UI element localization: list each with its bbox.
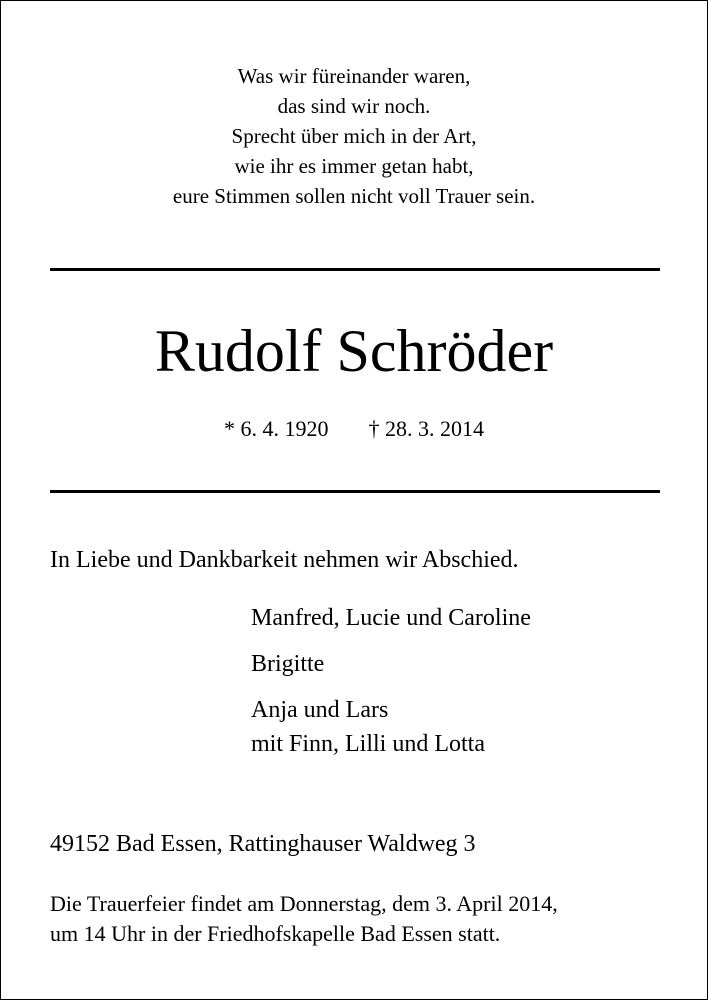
mourner-line: mit Finn, Lilli und Lotta xyxy=(251,731,485,757)
mourner-line: Brigitte xyxy=(251,651,325,677)
poem-line: das sind wir noch. xyxy=(277,94,431,118)
funeral-service-info xyxy=(50,889,558,949)
poem-line: Sprecht über mich in der Art, xyxy=(231,124,477,148)
poem-line: eure Stimmen sollen nicht voll Trauer sein. xyxy=(172,184,536,208)
mourner-line: Manfred, Lucie und Caroline xyxy=(251,605,531,631)
top-divider xyxy=(50,268,660,271)
memorial-poem xyxy=(1,61,707,211)
deceased-name: Rudolf Schröder xyxy=(154,318,554,384)
service-line: Die Trauerfeier findet am Donnerstag, dem 3. April 2014, xyxy=(50,891,558,916)
bottom-divider xyxy=(50,490,660,493)
death-date: † 28. 3. 2014 xyxy=(368,416,484,441)
birth-date: * 6. 4. 1920 xyxy=(224,416,329,441)
service-line: um 14 Uhr in der Friedhofskapelle Bad Essen statt. xyxy=(50,921,501,946)
family-address: 49152 Bad Essen, Rattinghauser Waldweg 3 xyxy=(50,831,476,857)
farewell-text: In Liebe und Dankbarkeit nehmen wir Abschied. xyxy=(50,547,519,573)
poem-line: wie ihr es immer getan habt, xyxy=(234,154,474,178)
poem-line: Was wir füreinander waren, xyxy=(237,64,471,88)
mourner-line: Anja und Lars xyxy=(251,697,389,723)
life-dates xyxy=(1,413,707,445)
